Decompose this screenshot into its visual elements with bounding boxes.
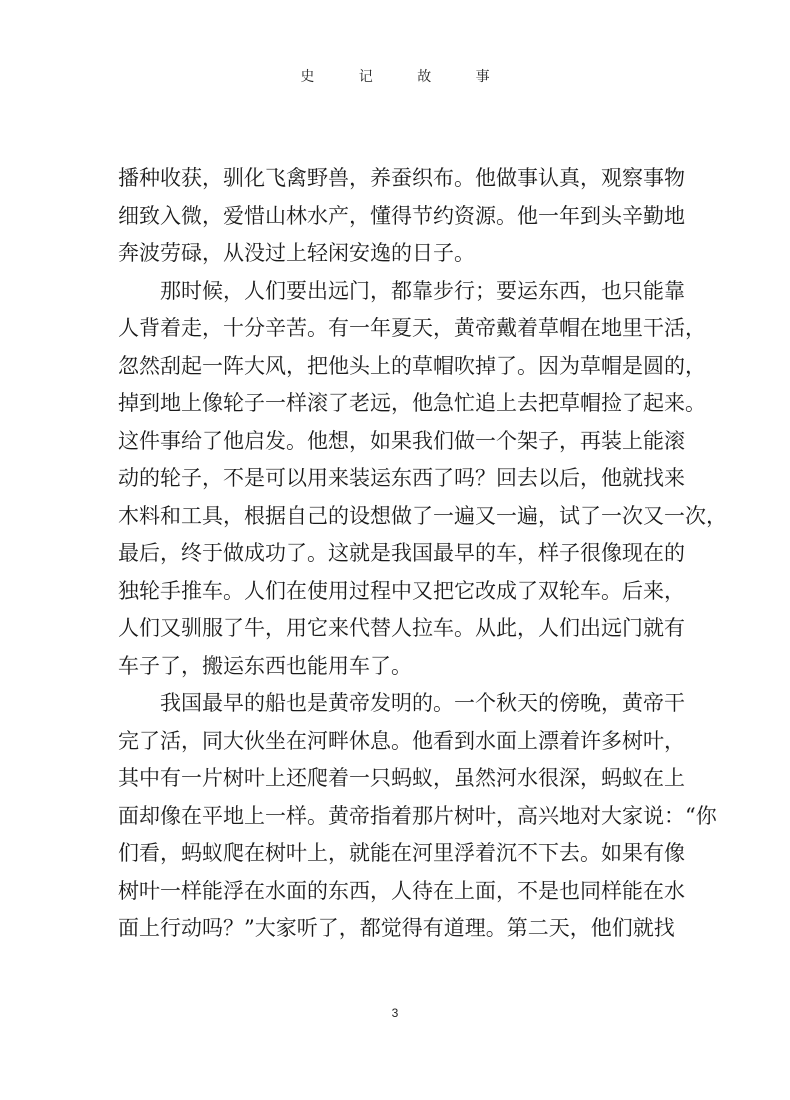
paragraph-3 bbox=[118, 685, 717, 948]
text-line: 树叶一样能浮在水面的东西，人待在上面，不是也同样能在水 bbox=[118, 878, 685, 903]
running-header: 史 记 故 事 bbox=[300, 69, 510, 85]
text-line: 面上行动吗？”大家听了，都觉得有道理。第二天，他们就找 bbox=[118, 916, 675, 940]
body-text bbox=[118, 160, 727, 948]
paragraph-1 bbox=[118, 160, 685, 273]
text-line: 最后，终于做成功了。这就是我国最早的车，样子很像现在的 bbox=[118, 541, 685, 565]
text-line: 人们又驯服了牛，用它来代替人拉车。从此，人们出远门就有 bbox=[118, 616, 685, 640]
text-line: 这件事给了他启发。他想，如果我们做一个架子，再装上能滚 bbox=[118, 428, 685, 453]
text-line: 掉到地上像轮子一样滚了老远，他急忙追上去把草帽捡了起来。 bbox=[118, 391, 706, 415]
text-line: 面却像在平地上一样。黄帝指着那片树叶，高兴地对大家说：“你 bbox=[118, 803, 717, 828]
text-line: 其中有一片树叶上还爬着一只蚂蚁，虽然河水很深，蚂蚁在上 bbox=[118, 766, 685, 790]
text-line: 细致入微，爱惜山林水产，懂得节约资源。他一年到头辛勤地 bbox=[118, 203, 685, 228]
text-line: 人背着走，十分辛苦。有一年夏天，黄帝戴着草帽在地里干活， bbox=[118, 316, 706, 340]
page-number: 3 bbox=[391, 1006, 399, 1020]
text-line: 播种收获，驯化飞禽野兽，养蚕织布。他做事认真，观察事物 bbox=[118, 166, 685, 190]
text-line: 完了活，同大伙坐在河畔休息。他看到水面上漂着许多树叶， bbox=[118, 728, 685, 753]
text-line: 独轮手推车。人们在使用过程中又把它改成了双轮车。后来， bbox=[118, 578, 685, 603]
text-line: 木料和工具，根据自己的设想做了一遍又一遍，试了一次又一次， bbox=[118, 503, 727, 528]
paragraph-2 bbox=[118, 273, 727, 686]
text-line: 忽然刮起一阵大风，把他头上的草帽吹掉了。因为草帽是圆的， bbox=[118, 353, 706, 378]
text-line: 奔波劳碌，从没过上轻闲安逸的日子。 bbox=[118, 241, 475, 265]
text-line: 车子了，搬运东西也能用车了。 bbox=[118, 653, 412, 678]
text-line: 们看，蚂蚁爬在树叶上，就能在河里浮着沉不下去。如果有像 bbox=[118, 841, 685, 865]
text-line: 动的轮子，不是可以用来装运东西了吗？回去以后，他就找来 bbox=[118, 466, 685, 490]
text-line: 那时候，人们要出远门，都靠步行；要运东西，也只能靠 bbox=[160, 278, 685, 303]
text-line: 我国最早的船也是黄帝发明的。一个秋天的傍晚，黄帝干 bbox=[160, 691, 685, 715]
